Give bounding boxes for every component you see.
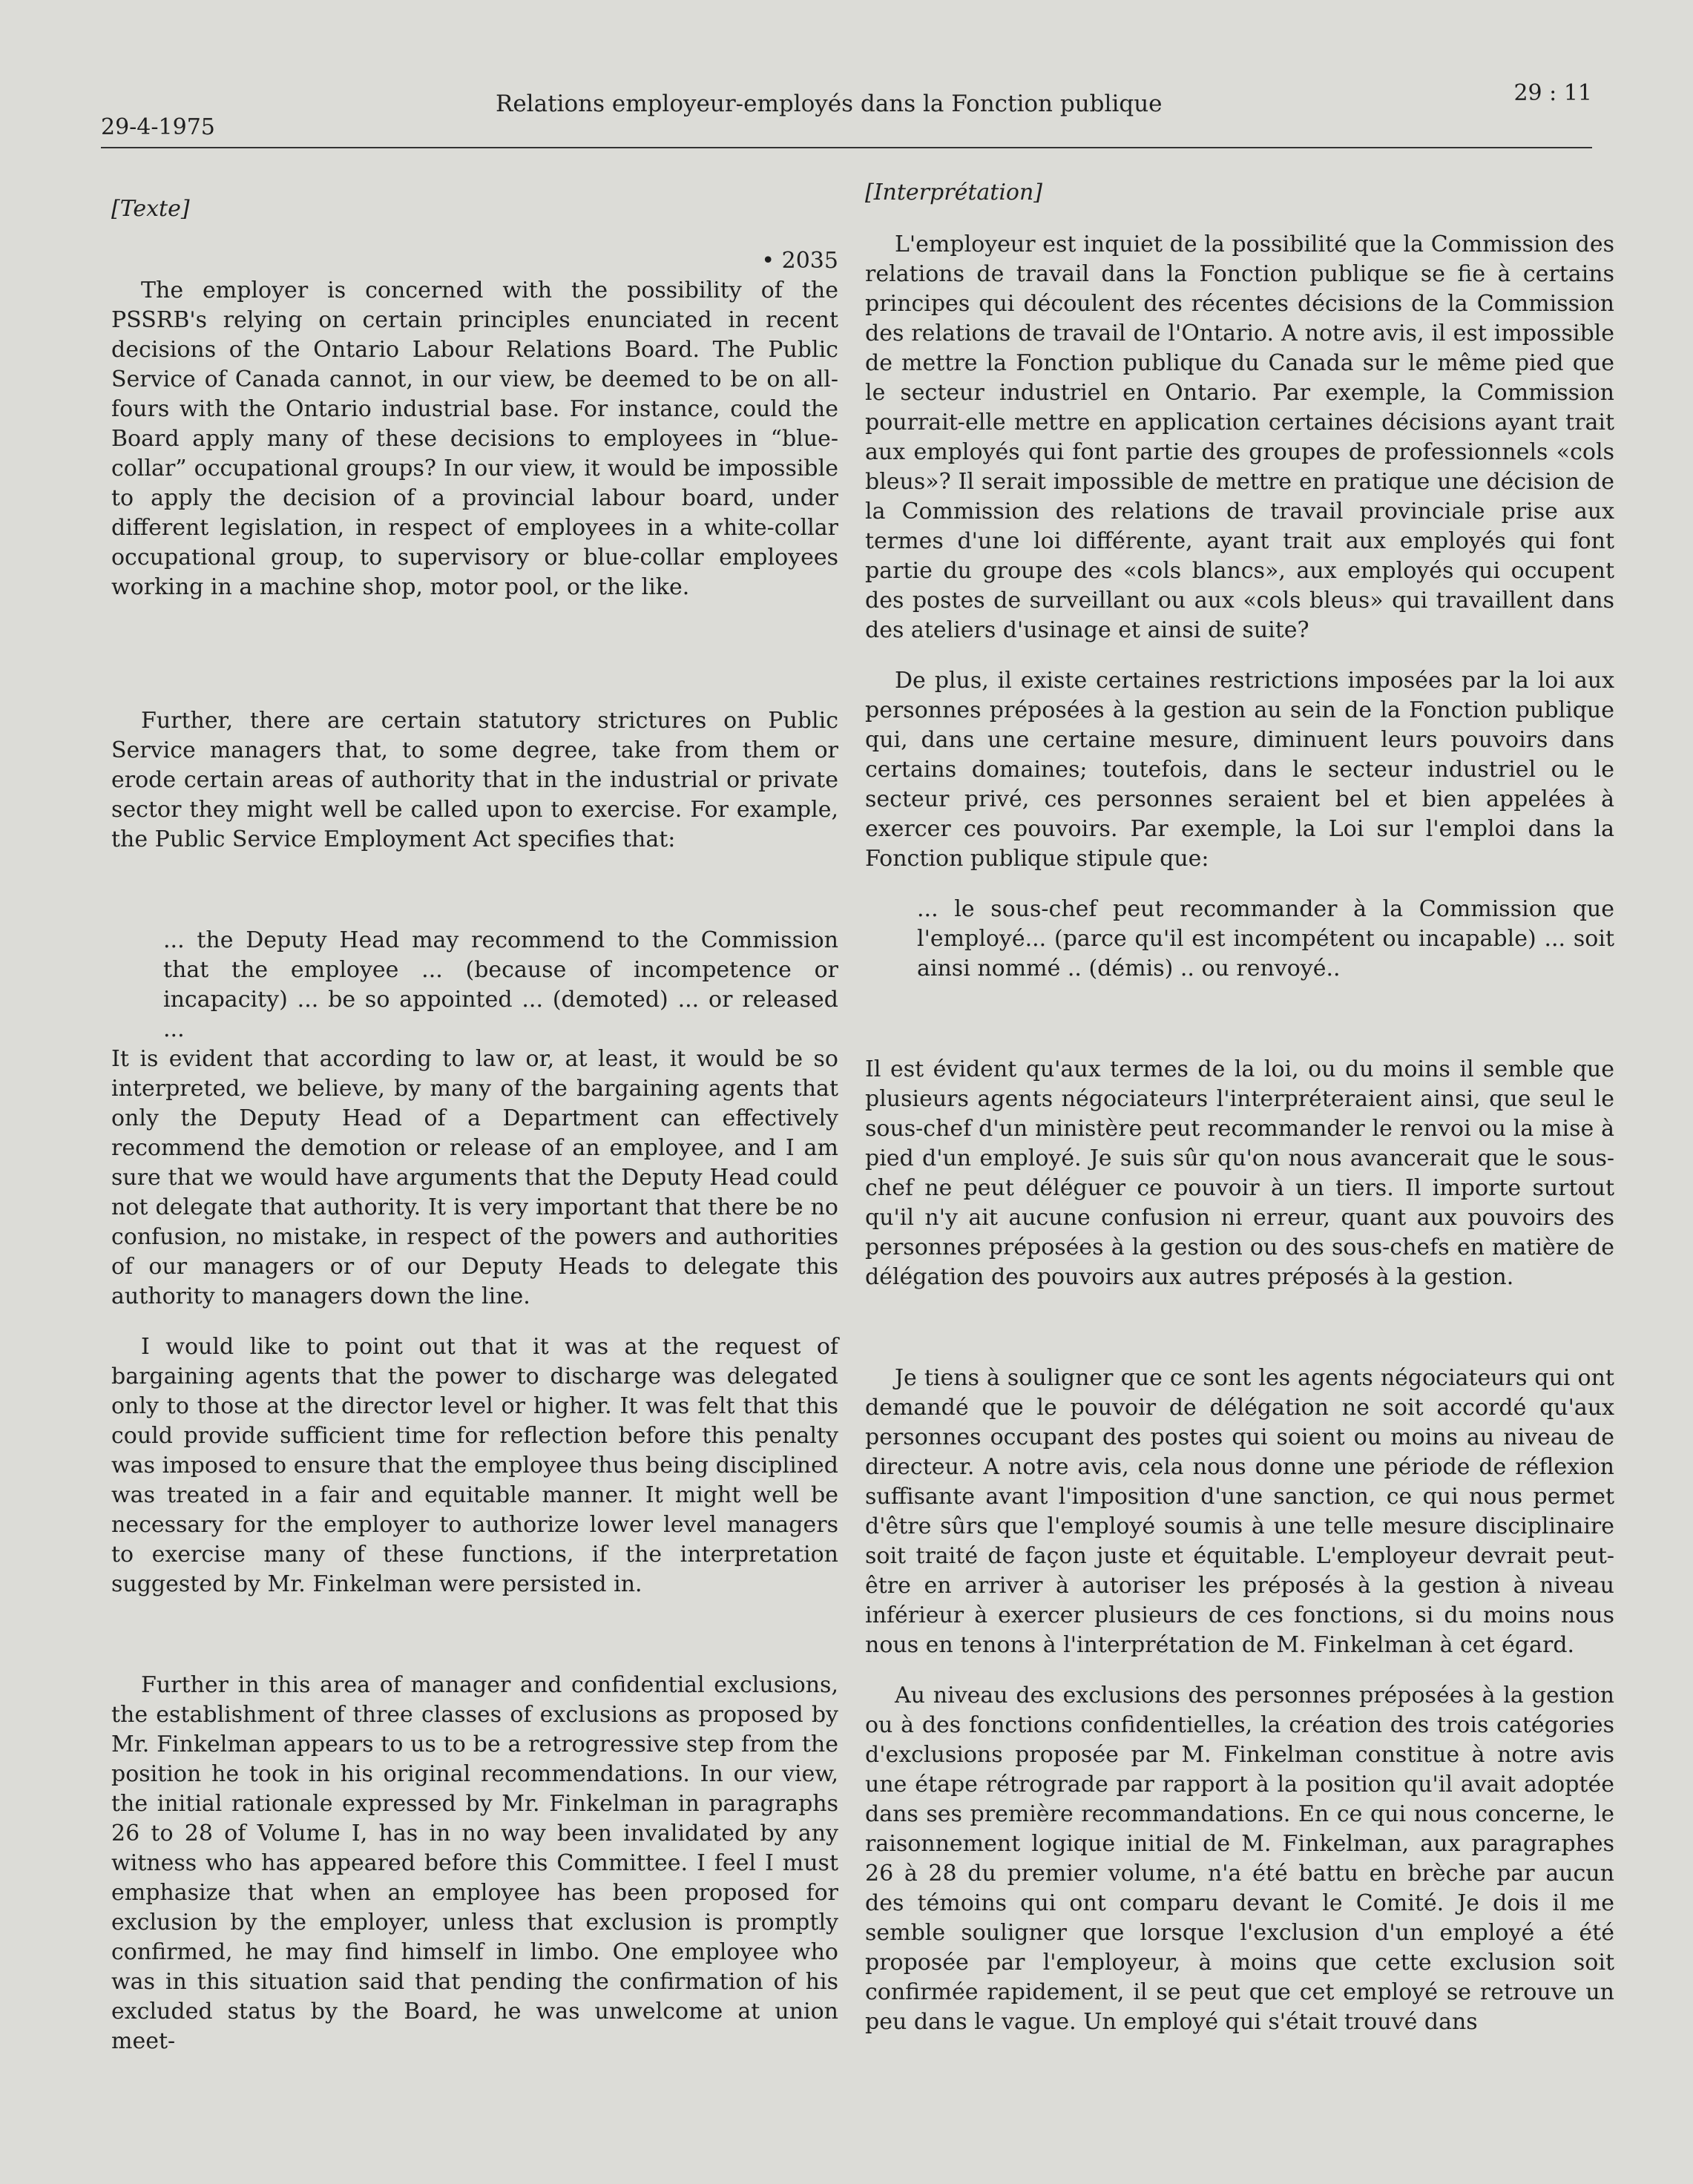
- english-paragraph: Further, there are certain statutory strictures on Public Service managers that, to some degree, take from them or erode certain areas of authority that in the industrial or private sector they might well be called upon to exercise. For example, the Public Service Employment Act specifies that:: [111, 708, 838, 852]
- english-heading: [Texte]: [111, 196, 190, 222]
- header-page-number: 29 : 11: [1513, 80, 1592, 106]
- french-paragraph: Je tiens à souligner que ce sont les agents négociateurs qui ont demandé que le pouvoir de délégation ne soit accordé qu'aux personnes occupant des postes qui soient ou moins au niveau de directeur. A notre avis, cela nous donne une période de réflexion suffisante avant l'imposition d'une sanction, ce qui nous permet d'être sûrs que l'employé soumis à une telle mesure disciplinaire soit traité de façon juste et équitable. L'employeur devrait peut-être en arriver à autoriser les préposés à la gestion à niveau inférieur à exercer plusieurs de ces fonctions, si du moins nous nous en tenons à l'interprétation de M. Finkelman à cet égard.: [865, 1365, 1614, 1658]
- french-paragraph: L'employeur est inquiet de la possibilité que la Commission des relations de travail dans la Fonction publique se fie à certains principes qui découlent des récentes décisions de la Commission des relations de travail de l'Ontario. A notre avis, il est impossible de mettre la Fonction publique du Canada sur le même pied que le secteur industriel en Ontario. Par exemple, la Commission pourrait-elle mettre en application certaines décisions ayant trait aux employés qui font partie des groupes de professionnels «cols bleus»? Il serait impossible de mettre en pratique une décision de la Commission des relations de travail provinciale prise aux termes d'une loi différente, ayant trait aux employés qui font partie du groupe des «cols blancs», aux employés qui occupent des postes de surveillant ou aux «cols bleus» qui travaillent dans des ateliers d'usinage et ainsi de suite?: [865, 231, 1614, 643]
- english-paragraph: It is evident that according to law or, at least, it would be so interpreted, we believe, by many of the bargaining agents that only the Deputy Head of a Department can effectively recommend the demotion or release of an employee, and I am sure that we would have arguments that the Deputy Head could not delegate that authority. It is very important that there be no confusion, no mistake, in respect of the powers and authorities of our managers or of our Deputy Heads to delegate this authority to managers down the line.: [111, 1046, 838, 1309]
- french-paragraph: Au niveau des exclusions des personnes préposées à la gestion ou à des fonctions confidentielles, la création des trois catégories d'exclusions proposée par M. Finkelman constitue à notre avis une étape rétrograde par rapport à la position qu'il avait adoptée dans ses première recommandations. En ce qui nous concerne, le raisonnement logique initial de M. Finkelman, aux paragraphes 26 à 28 du premier volume, n'a été battu en brèche par aucun des témoins qui ont comparu devant le Comité. Je dois il me semble souligner que lorsque l'exclusion d'un employé a été proposée par l'employeur, à moins que cette exclusion soit confirmée rapidement, il se peut que cet employé se retrouve un peu dans le vague. Un employé qui s'était trouvé dans: [865, 1683, 1614, 2035]
- header-title: Relations employeur-employés dans la Fonction publique: [496, 91, 1163, 117]
- french-quote: ... le sous-chef peut recommander à la Commission que l'employé... (parce qu'il est incompétent ou incapable) ... soit ainsi nommé .. (démis) .. ou renvoyé..: [917, 896, 1614, 981]
- french-paragraph: De plus, il existe certaines restrictions imposées par la loi aux personnes préposées à la gestion au sein de la Fonction publique qui, dans une certaine mesure, diminuent leurs pouvoirs dans certains domaines; toutefois, dans le secteur industriel ou le secteur privé, ces personnes seraient bel et bien appelées à exercer ces pouvoirs. Par exemple, la Loi sur l'emploi dans la Fonction publique stipule que:: [865, 668, 1614, 872]
- header-date: 29-4-1975: [101, 114, 215, 140]
- header-rule: [101, 147, 1592, 148]
- page-header: [101, 80, 1592, 154]
- english-quote: ... the Deputy Head may recommend to the Commission that the employee ... (because of incompetence or incapacity) ... be so appointed ... (demoted) ... or released ...: [163, 927, 838, 1042]
- french-column: [865, 178, 1614, 2037]
- english-paragraph: I would like to point out that it was at the request of bargaining agents that the power to discharge was delegated only to those at the director level or higher. It was felt that this could provide sufficient time for reflection before this penalty was imposed to ensure that the employee thus being disciplined was treated in a fair and equitable manner. It might well be necessary for the employer to authorize lower level managers to exercise many of these functions, if the interpretation suggested by Mr. Finkelman were persisted in.: [111, 1334, 838, 1597]
- time-marker: • 2035: [761, 248, 838, 274]
- english-paragraph: The employer is concerned with the possibility of the PSSRB's relying on certain principles enunciated in recent decisions of the Ontario Labour Relations Board. The Public Service of Canada cannot, in our view, be deemed to be on all-fours with the Ontario industrial base. For instance, could the Board apply many of these decisions to employees in “blue-collar” occupational groups? In our view, it would be impossible to apply the decision of a provincial labour board, under different legislation, in respect of employees in a white-collar occupational group, to supervisory or blue-collar employees working in a machine shop, motor pool, or the like.: [111, 277, 838, 600]
- english-column: [111, 194, 838, 2056]
- french-heading: [Interprétation]: [865, 180, 1043, 205]
- english-paragraph: Further in this area of manager and confidential exclusions, the establishment of three classes of exclusions as proposed by Mr. Finkelman appears to us to be a retrogressive step from the position he took in his original recommendations. In our view, the initial rationale expressed by Mr. Finkelman in paragraphs 26 to 28 of Volume I, has in no way been invalidated by any witness who has appeared before this Committee. I feel I must emphasize that when an employee has been proposed for exclusion by the employer, unless that exclusion is promptly confirmed, he may find himself in limbo. One employee who was in this situation said that pending the confirmation of his excluded status by the Board, he was unwelcome at union meet-: [111, 1672, 838, 2054]
- french-paragraph: Il est évident qu'aux termes de la loi, ou du moins il semble que plusieurs agents négociateurs l'interpréteraient ainsi, que seul le sous-chef d'un ministère peut recommander le renvoi ou la mise à pied d'un employé. Je suis sûr qu'on nous avancerait que le sous-chef ne peut déléguer ce pouvoir à un tiers. Il importe surtout qu'il n'y ait aucune confusion ni erreur, quant aux pouvoirs des personnes préposées à la gestion ou des sous-chefs en matière de délégation des pouvoirs aux autres préposés à la gestion.: [865, 1056, 1614, 1290]
